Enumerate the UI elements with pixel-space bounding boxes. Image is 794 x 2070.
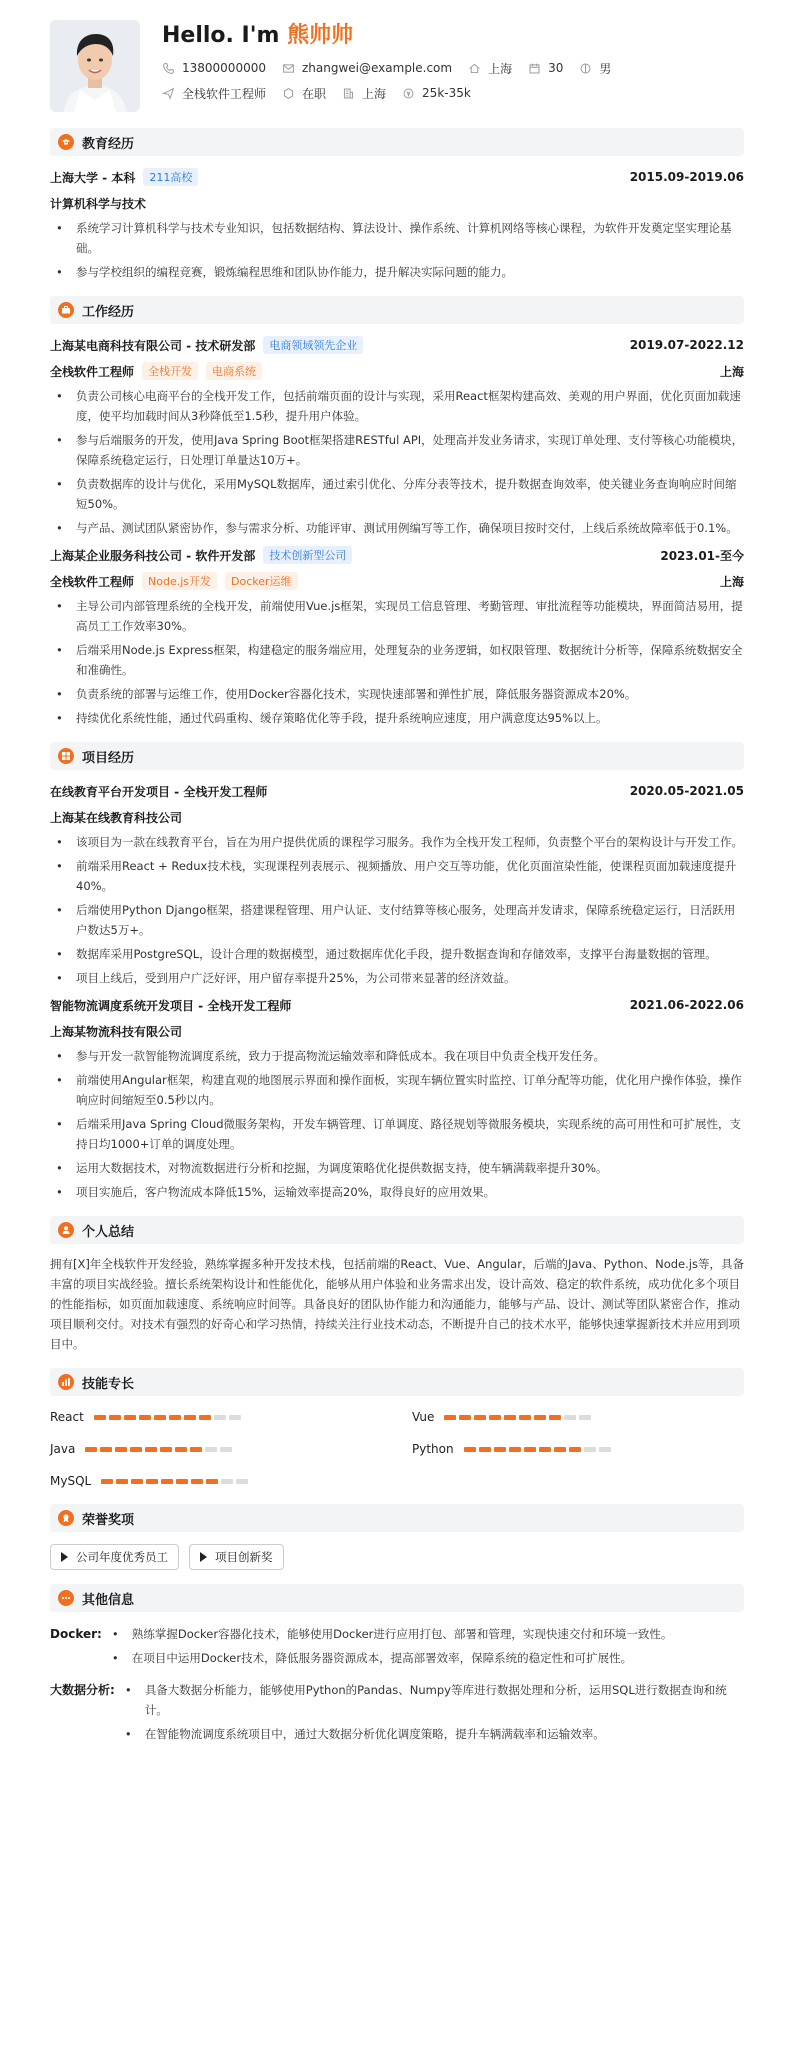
skill-segment xyxy=(509,1447,521,1452)
education-bullets xyxy=(50,218,744,282)
work-entry-left xyxy=(50,336,363,354)
skill-segment xyxy=(564,1415,576,1420)
gender-icon xyxy=(579,62,592,75)
phone-text: 13800000000 xyxy=(182,61,266,75)
resume-header xyxy=(50,20,744,116)
list-item: • 主导公司内部管理系统的全栈开发，前端使用Vue.js框架，实现员工信息管理、考勤管理、审批流程等功能模块，界面简洁易用，提高员工工作效率30%。 xyxy=(50,596,744,636)
other-label: 大数据分析: xyxy=(50,1683,115,1697)
award-label: 公司年度优秀员工 xyxy=(76,1550,168,1564)
list-item: • 参与开发一款智能物流调度系统，致力于提高物流运输效率和降低成本。我在项目中负责全栈开发任务。 xyxy=(50,1046,744,1066)
work-bullets xyxy=(50,386,744,538)
education-section-header xyxy=(50,128,744,156)
project-name: 在线教育平台开发项目 - 全栈开发工程师 xyxy=(50,784,268,799)
list-item: • 后端使用Python Django框架，搭建课程管理、用户认证、支付结算等核心服务，处理高并发请求，保障系统稳定运行，日活跃用户数达5万+。 xyxy=(50,900,744,940)
work-bullets xyxy=(50,596,744,728)
skill-segment xyxy=(229,1415,241,1420)
education-entry-head xyxy=(50,168,744,186)
skill-segment xyxy=(479,1447,491,1452)
skill-segment xyxy=(205,1447,217,1452)
summary-title: 个人总结 xyxy=(82,1224,135,1240)
company-tag: 技术创新型公司 xyxy=(263,546,352,564)
education-icon xyxy=(58,134,74,150)
role: 全栈软件工程师 xyxy=(50,574,135,589)
project-company-row xyxy=(50,808,744,826)
gender xyxy=(579,60,611,77)
project-entry-head xyxy=(50,782,744,800)
skill-segment xyxy=(161,1479,173,1484)
salary-text: 25k-35k xyxy=(422,86,471,100)
skill-segment xyxy=(599,1447,611,1452)
skill-segment xyxy=(116,1479,128,1484)
work-city xyxy=(342,85,386,102)
job xyxy=(162,85,266,102)
avatar xyxy=(50,20,140,112)
work-role-row xyxy=(50,362,744,380)
list-item: • 具备大数据分析能力，能够使用Python的Pandas、Numpy等库进行数据处理和分析，运用SQL进行数据查询和统计。 xyxy=(119,1680,744,1720)
projects-title: 项目经历 xyxy=(82,750,135,766)
status-text: 在职 xyxy=(302,86,327,101)
list-item: • 熟练掌握Docker容器化技术，能够使用Docker进行应用打包、部署和管理，实现快速交付和环境一致性。 xyxy=(106,1624,744,1644)
project-bullets xyxy=(50,832,744,988)
work-section-header xyxy=(50,296,744,324)
other-info xyxy=(50,1624,744,1748)
skill-segment xyxy=(176,1479,188,1484)
mail-icon xyxy=(282,62,295,75)
skill-name: MySQL xyxy=(50,1474,92,1488)
info-icon xyxy=(58,1590,74,1606)
list-item: • 负责系统的部署与运维工作，使用Docker容器化技术，实现快速部署和弹性扩展，降低服务器资源成本20%。 xyxy=(50,684,744,704)
list-item: • 前端采用React + Redux技术栈，实现课程列表展示、视频播放、用户交互等功能，优化页面渲染性能，使课程页面加载速度提升40%。 xyxy=(50,856,744,896)
salary xyxy=(402,86,471,100)
skill-segment xyxy=(130,1447,142,1452)
work-entry-2 xyxy=(50,546,744,728)
skill-segment xyxy=(190,1447,202,1452)
education-entry-left xyxy=(50,168,198,186)
city xyxy=(468,60,512,77)
skill-segment xyxy=(519,1415,531,1420)
list-item: • 项目实施后，客户物流成本降低15%，运输效率提高20%，取得良好的应用效果。 xyxy=(50,1182,744,1202)
skills-title: 技能专长 xyxy=(82,1376,135,1392)
skill-segment xyxy=(474,1415,486,1420)
skill-segment xyxy=(554,1447,566,1452)
school-tag: 211高校 xyxy=(143,168,198,186)
skill-segment xyxy=(85,1447,97,1452)
skill-item xyxy=(50,1472,382,1490)
role-tag: Docker运维 xyxy=(225,572,298,590)
skill-name: Python xyxy=(412,1442,454,1456)
skill-segment xyxy=(534,1415,546,1420)
skill-segment xyxy=(489,1415,501,1420)
work-title: 工作经历 xyxy=(82,304,135,320)
greeting-prefix: Hello. I'm xyxy=(162,23,288,48)
projects-section-header xyxy=(50,742,744,770)
list-item: • 与产品、测试团队紧密协作，参与需求分析、功能评审、测试用例编写等工作，确保项目按时交付，上线后系统故障率低于0.1%。 xyxy=(50,518,744,538)
chart-icon xyxy=(58,1374,74,1390)
status xyxy=(282,85,326,102)
skill-segment xyxy=(139,1415,151,1420)
job-text: 全栈软件工程师 xyxy=(182,86,267,101)
gender-text: 男 xyxy=(599,61,612,76)
work-entry-left xyxy=(50,546,352,564)
project-company: 上海某在线教育科技公司 xyxy=(50,810,183,825)
other-row xyxy=(50,1680,744,1748)
role-tag: 全栈开发 xyxy=(142,362,198,380)
list-item: • 参与学校组织的编程竞赛，锻炼编程思维和团队协作能力，提升解决实际问题的能力。 xyxy=(50,262,744,282)
skill-segment xyxy=(214,1415,226,1420)
summary-section-header xyxy=(50,1216,744,1244)
header-info xyxy=(162,20,627,102)
other-section-header xyxy=(50,1584,744,1612)
skill-segment xyxy=(220,1447,232,1452)
project-company: 上海某物流科技有限公司 xyxy=(50,1024,183,1039)
project-entry-2 xyxy=(50,996,744,1202)
awards-list xyxy=(50,1544,744,1570)
skill-segment xyxy=(131,1479,143,1484)
work-city-text: 上海 xyxy=(362,86,387,101)
skill-segment xyxy=(524,1447,536,1452)
skill-segment xyxy=(584,1447,596,1452)
status-icon xyxy=(282,87,295,100)
skill-segment xyxy=(444,1415,456,1420)
person-name: 熊帅帅 xyxy=(287,23,354,48)
list-item: • 前端使用Angular框架，构建直观的地图展示界面和操作面板，实现车辆位置实时监控、订单分配等功能，优化用户操作体验，操作响应时间缩短至0.5秒以内。 xyxy=(50,1070,744,1110)
project-date: 2020.05-2021.05 xyxy=(629,784,744,798)
skill-item xyxy=(412,1440,744,1458)
city-text: 上海 xyxy=(488,61,513,76)
work-role-left xyxy=(50,362,262,380)
school-name: 上海大学 - 本科 xyxy=(50,170,136,185)
skill-name: React xyxy=(50,1410,84,1424)
building-icon xyxy=(342,87,355,100)
role-tag: Node.js开发 xyxy=(142,572,217,590)
list-item: • 负责数据库的设计与优化，采用MySQL数据库，通过索引优化、分库分表等技术，提升数据查询效率，使关键业务查询响应时间缩短50%。 xyxy=(50,474,744,514)
skills-grid xyxy=(50,1408,744,1490)
work-location: 上海 xyxy=(719,364,744,379)
age xyxy=(528,61,563,75)
award-chip xyxy=(50,1544,179,1570)
work-date: 2023.01-至今 xyxy=(660,548,744,563)
skill-segment xyxy=(94,1415,106,1420)
email-text: zhangwei@example.com xyxy=(301,61,453,75)
skill-segment xyxy=(504,1415,516,1420)
role-tag: 电商系统 xyxy=(206,362,262,380)
skill-segment xyxy=(579,1415,591,1420)
skill-segment xyxy=(184,1415,196,1420)
skill-segment xyxy=(236,1479,248,1484)
skill-segment xyxy=(124,1415,136,1420)
project-entry-1 xyxy=(50,782,744,988)
skill-segment xyxy=(175,1447,187,1452)
calendar-icon xyxy=(528,62,541,75)
skill-segment xyxy=(109,1415,121,1420)
education-entry xyxy=(50,168,744,282)
work-entry-head xyxy=(50,546,744,564)
list-item: • 运用大数据技术，对物流数据进行分析和挖掘，为调度策略优化提供数据支持，使车辆满载率提升30%。 xyxy=(50,1158,744,1178)
send-icon xyxy=(162,87,175,100)
work-location: 上海 xyxy=(719,574,744,589)
education-major-row xyxy=(50,194,744,212)
work-date: 2019.07-2022.12 xyxy=(629,338,744,352)
award-label: 项目创新奖 xyxy=(215,1550,273,1564)
other-label: Docker: xyxy=(50,1627,102,1641)
list-item: • 持续优化系统性能，通过代码重构、缓存策略优化等手段，提升系统响应速度，用户满意度达95%以上。 xyxy=(50,708,744,728)
company-tag: 电商领域领先企业 xyxy=(263,336,363,354)
list-item: • 在项目中运用Docker技术，降低服务器资源成本，提高部署效率，保障系统的稳定性和可扩展性。 xyxy=(106,1648,744,1668)
award-icon xyxy=(58,1510,74,1526)
greeting xyxy=(162,20,627,52)
project-date: 2021.06-2022.06 xyxy=(629,998,744,1012)
list-item: • 系统学习计算机科学与技术专业知识，包括数据结构、算法设计、操作系统、计算机网络等核心课程，为软件开发奠定坚实理论基础。 xyxy=(50,218,744,258)
awards-section-header xyxy=(50,1504,744,1532)
other-bullets xyxy=(106,1624,744,1672)
other-bullets xyxy=(119,1680,744,1748)
email xyxy=(282,61,452,75)
skill-segment xyxy=(494,1447,506,1452)
contact-row xyxy=(162,59,627,77)
company-name: 上海某电商科技有限公司 - 技术研发部 xyxy=(50,338,256,353)
project-name: 智能物流调度系统开发项目 - 全栈开发工程师 xyxy=(50,998,292,1013)
skill-segment xyxy=(145,1447,157,1452)
list-item: • 后端采用Java Spring Cloud微服务架构，开发车辆管理、订单调度、路径规划等微服务模块，实现系统的高可用性和可扩展性，支持日均1000+订单的调度处理。 xyxy=(50,1114,744,1154)
list-item: • 项目上线后，受到用户广泛好评，用户留存率提升25%，为公司带来显著的经济效益。 xyxy=(50,968,744,988)
skill-segment xyxy=(169,1415,181,1420)
skill-segment xyxy=(160,1447,172,1452)
project-icon xyxy=(58,748,74,764)
job-row xyxy=(162,84,627,102)
skill-segment xyxy=(101,1479,113,1484)
summary-text: 拥有[X]年全栈软件开发经验，熟练掌握多种开发技术栈，包括前端的React、Vue、Angular，后端的Java、Python、Node.js等，具备丰富的项目实战经验。擅长系统架构设计和性能优化，能够从用户体验和业务需求出发，设计高效、稳定的软件系统，成功优化多个项目的性能指标，如页面加载速度、系统响应时间等。具备良好的团队协作能力和沟通能力，能够与产品、设计、测试等团队紧密合作，推动项目顺利交付。对技术有强烈的好奇心和学习热情，持续关注行业技术动态，不断提升自己的技术水平，能够快速掌握新技术并应用到项目中。 xyxy=(50,1257,744,1351)
user-icon xyxy=(58,1222,74,1238)
awards-title: 荣誉奖项 xyxy=(82,1512,135,1528)
skill-name: Vue xyxy=(412,1410,435,1424)
skill-segment xyxy=(221,1479,233,1484)
skill-segment xyxy=(549,1415,561,1420)
skill-level-bar xyxy=(94,1415,244,1420)
list-item: • 该项目为一款在线教育平台，旨在为用户提供优质的课程学习服务。我作为全栈开发工程师，负责整个平台的架构设计与开发工作。 xyxy=(50,832,744,852)
project-entry-head xyxy=(50,996,744,1014)
project-bullets xyxy=(50,1046,744,1202)
skills-section-header xyxy=(50,1368,744,1396)
other-title: 其他信息 xyxy=(82,1592,135,1608)
skill-segment xyxy=(115,1447,127,1452)
skill-segment xyxy=(100,1447,112,1452)
work-role-left xyxy=(50,572,298,590)
work-entry-1 xyxy=(50,336,744,538)
money-icon xyxy=(402,87,415,100)
skill-segment xyxy=(191,1479,203,1484)
company-name: 上海某企业服务科技公司 - 软件开发部 xyxy=(50,548,256,563)
skill-segment xyxy=(206,1479,218,1484)
skill-segment xyxy=(199,1415,211,1420)
skill-item xyxy=(50,1408,382,1426)
work-role-row xyxy=(50,572,744,590)
education-title: 教育经历 xyxy=(82,136,135,152)
list-item: • 参与后端服务的开发，使用Java Spring Boot框架搭建RESTful API，处理高并发业务请求，实现订单处理、支付等核心功能模块，保障系统稳定运行，日处理订单量达10万+。 xyxy=(50,430,744,470)
skill-segment xyxy=(154,1415,166,1420)
skill-segment xyxy=(146,1479,158,1484)
award-chip xyxy=(189,1544,284,1570)
home-icon xyxy=(468,62,481,75)
phone xyxy=(162,61,266,75)
skill-item xyxy=(412,1408,744,1426)
skill-segment xyxy=(459,1415,471,1420)
skill-segment xyxy=(464,1447,476,1452)
skill-level-bar xyxy=(101,1479,251,1484)
skill-level-bar xyxy=(464,1447,614,1452)
education-date: 2015.09-2019.06 xyxy=(629,170,744,184)
work-entry-head xyxy=(50,336,744,354)
skill-item xyxy=(50,1440,382,1458)
play-icon xyxy=(61,1552,68,1562)
play-icon xyxy=(200,1552,207,1562)
skill-name: Java xyxy=(50,1442,76,1456)
list-item: • 数据库采用PostgreSQL，设计合理的数据模型，通过数据库优化手段，提升数据查询和存储效率，支撑平台海量数据的管理。 xyxy=(50,944,744,964)
list-item: • 在智能物流调度系统项目中，通过大数据分析优化调度策略，提升车辆满载率和运输效率。 xyxy=(119,1724,744,1744)
skill-segment xyxy=(539,1447,551,1452)
other-row xyxy=(50,1624,744,1672)
skill-level-bar xyxy=(444,1415,594,1420)
skill-segment xyxy=(569,1447,581,1452)
list-item: • 后端采用Node.js Express框架，构建稳定的服务端应用，处理复杂的业务逻辑，如权限管理、数据统计分析等，保障系统数据安全和准确性。 xyxy=(50,640,744,680)
skill-level-bar xyxy=(85,1447,235,1452)
project-company-row xyxy=(50,1022,744,1040)
age-text: 30 xyxy=(548,61,564,75)
role: 全栈软件工程师 xyxy=(50,364,135,379)
major: 计算机科学与技术 xyxy=(50,196,147,211)
list-item: • 负责公司核心电商平台的全栈开发工作，包括前端页面的设计与实现，采用React框架构建高效、美观的用户界面，优化页面加载速度，使平均加载时间从3秒降低至1.5秒，提升用户体验。 xyxy=(50,386,744,426)
phone-icon xyxy=(162,62,175,75)
briefcase-icon xyxy=(58,302,74,318)
